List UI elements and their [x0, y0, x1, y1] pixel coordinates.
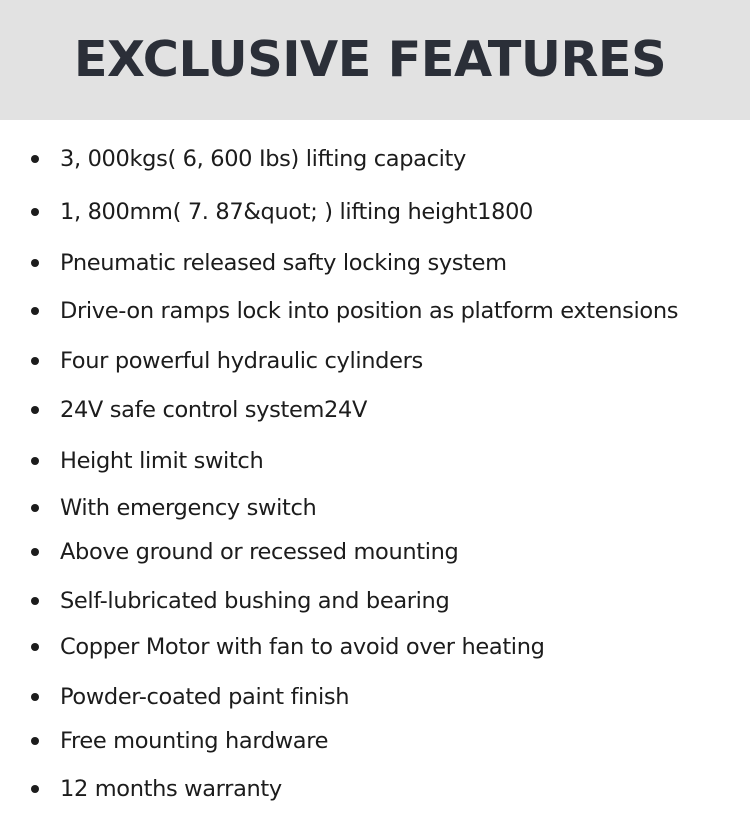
bullet-icon: [31, 259, 39, 267]
bullet-icon: [31, 693, 39, 701]
bullet-icon: [31, 785, 39, 793]
feature-item: [0, 581, 750, 621]
bullet-icon: [31, 597, 39, 605]
bullet-icon: [31, 737, 39, 745]
bullet-icon: [31, 643, 39, 651]
feature-item: [0, 390, 750, 430]
feature-text: Copper Motor with fan to avoid over heating: [60, 634, 545, 660]
feature-text: Free mounting hardware: [60, 728, 329, 754]
feature-text: Powder-coated paint finish: [60, 684, 350, 710]
feature-item: [0, 769, 750, 809]
feature-text: Self-lubricated bushing and bearing: [60, 588, 450, 614]
bullet-icon: [31, 155, 39, 163]
feature-text: 24V safe control system24V: [60, 397, 368, 423]
bullet-icon: [31, 457, 39, 465]
feature-item: [0, 139, 750, 179]
feature-text: Drive-on ramps lock into position as platform extensions: [60, 298, 679, 324]
feature-text: Four powerful hydraulic cylinders: [60, 348, 423, 374]
feature-text: 3, 000kgs( 6, 600 Ibs) lifting capacity: [60, 146, 466, 172]
feature-item: [0, 243, 750, 283]
bullet-icon: [31, 208, 39, 216]
feature-item: [0, 532, 750, 572]
feature-text: 1, 800mm( 7. 87&quot; ) lifting height1800: [60, 199, 533, 225]
bullet-icon: [31, 504, 39, 512]
page-title: EXCLUSIVE FEATURES: [73, 30, 667, 88]
bullet-icon: [31, 548, 39, 556]
feature-item: [0, 341, 750, 381]
bullet-icon: [31, 357, 39, 365]
feature-item: [0, 291, 750, 331]
feature-text: With emergency switch: [60, 495, 317, 521]
feature-item: [0, 677, 750, 717]
feature-text: Height limit switch: [60, 448, 264, 474]
feature-item: [0, 192, 750, 232]
feature-item: [0, 441, 750, 481]
feature-text: Above ground or recessed mounting: [60, 539, 459, 565]
bullet-icon: [31, 406, 39, 414]
feature-item: [0, 627, 750, 667]
feature-text: Pneumatic released safty locking system: [60, 250, 507, 276]
feature-text: 12 months warranty: [60, 776, 282, 802]
feature-item: [0, 721, 750, 761]
bullet-icon: [31, 307, 39, 315]
feature-item: [0, 488, 750, 528]
